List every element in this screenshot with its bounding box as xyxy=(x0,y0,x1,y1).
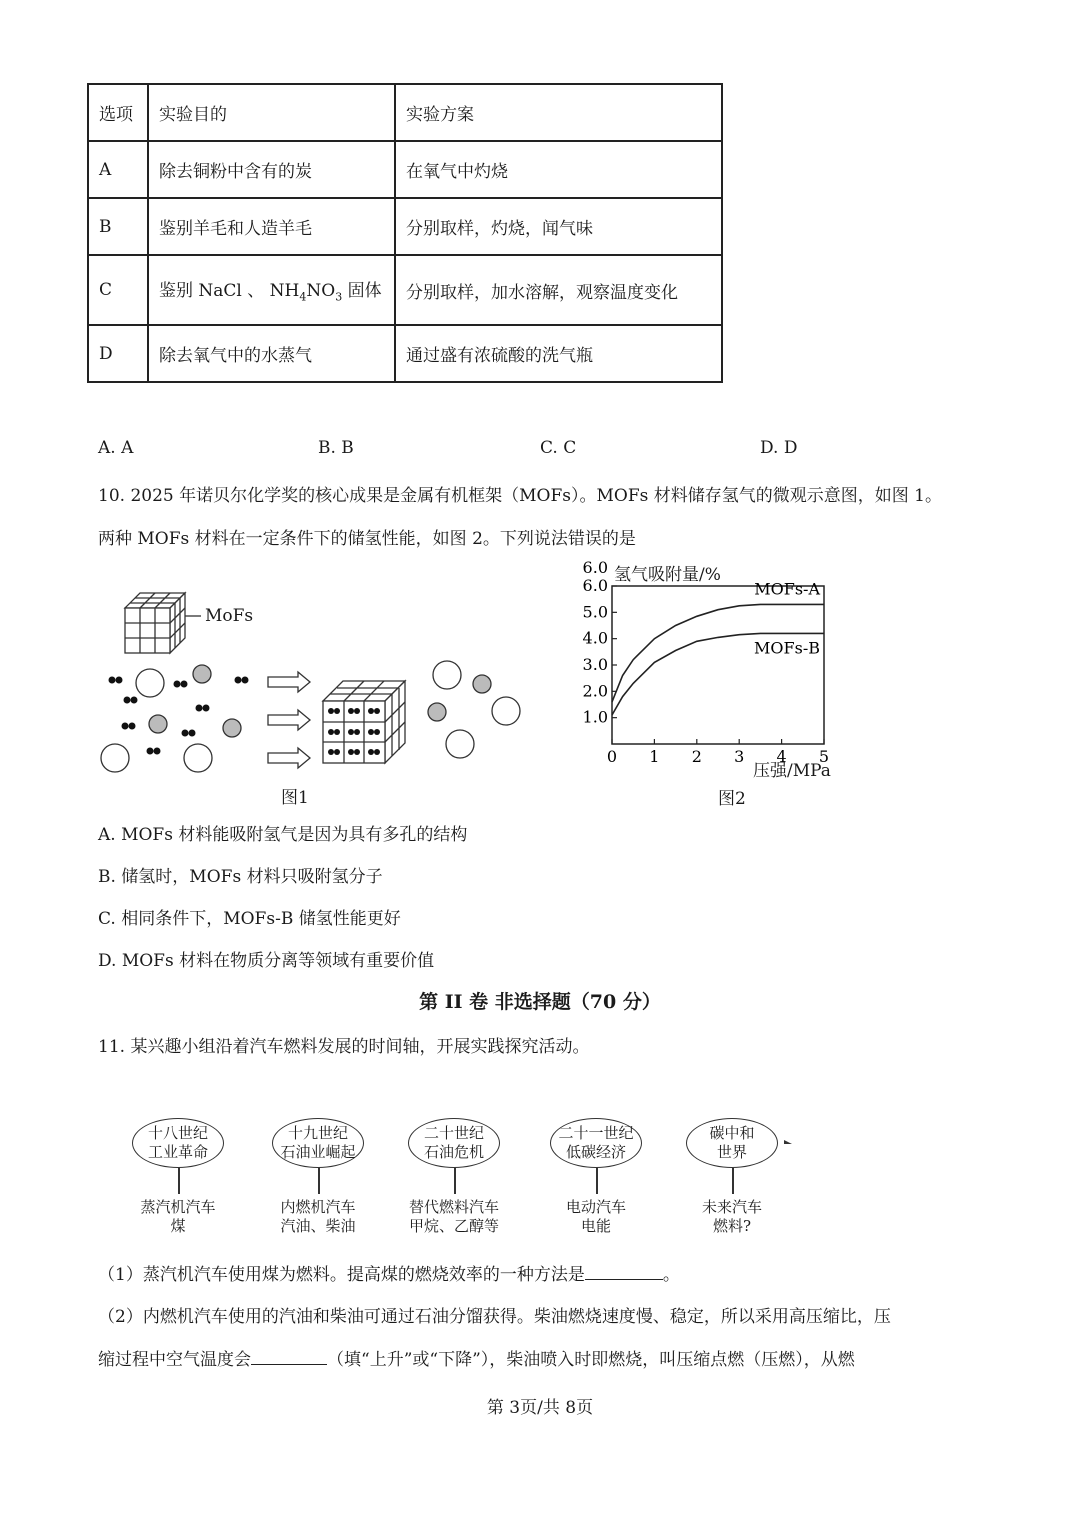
timeline-node xyxy=(408,1118,500,1168)
timeline-era-line1: 二十一世纪 xyxy=(558,1124,634,1142)
timeline-arrow-icon xyxy=(784,1140,794,1144)
fig1-caption: 图1 xyxy=(281,788,309,808)
q11-part2-line1: （2）内燃机汽车使用的汽油和柴油可通过石油分馏获得。柴油燃烧速度慢、稳定，所以采用高压缩比，压 xyxy=(98,1307,891,1327)
fig1-mofs-label: MoFs xyxy=(205,606,254,626)
open-circle-molecule xyxy=(492,697,520,725)
y-tick-label: 6.0 xyxy=(582,576,608,595)
timeline-era-line2: 工业革命 xyxy=(147,1143,208,1161)
row-goal: 鉴别羊毛和人造羊毛 xyxy=(148,198,395,255)
arrows xyxy=(268,672,310,768)
timeline-connector xyxy=(178,1168,180,1194)
goal-text: 鉴别 NaCl 、 NH xyxy=(159,281,300,302)
open-circle-molecule xyxy=(101,744,129,772)
row-option: D xyxy=(88,325,148,382)
y-tick-label: 4.0 xyxy=(582,628,608,648)
y-tick-label: 2.0 xyxy=(582,681,608,701)
q10-stem-line1: 10. 2025 年诺贝尔化学奖的核心成果是金属有机框架（MOFs）。MOFs 材料储存氢气的微观示意图，如图 1。 xyxy=(98,486,942,506)
y-tick-label: 5.0 xyxy=(582,602,608,622)
timeline-car: 内燃机汽车 xyxy=(280,1198,356,1216)
row-option: C xyxy=(88,255,148,325)
grey-molecule xyxy=(193,665,211,683)
subscript: 4 xyxy=(299,290,307,304)
fig2-caption: 图2 xyxy=(718,789,746,809)
table-header-method: 实验方案 xyxy=(395,84,722,141)
table-row xyxy=(88,325,722,382)
x-tick-label: 2 xyxy=(691,747,702,766)
y-tick-label: 6.0 xyxy=(582,560,608,577)
grey-molecule xyxy=(473,675,491,693)
x-tick-label: 5 xyxy=(818,747,830,766)
mofs-cube-icon xyxy=(125,593,185,653)
timeline-fuel: 汽油、柴油 xyxy=(280,1217,356,1235)
hydrogen-molecules xyxy=(109,677,249,755)
q11-part1 xyxy=(98,1260,680,1285)
timeline-connector xyxy=(318,1168,320,1194)
timeline-era-line1: 碳中和 xyxy=(709,1124,755,1142)
choice-a[interactable]: A. A xyxy=(98,438,134,458)
timeline-fuel: 电能 xyxy=(580,1217,611,1235)
timeline-era-line1: 十八世纪 xyxy=(147,1124,208,1142)
timeline-car: 未来汽车 xyxy=(701,1198,762,1216)
q11-part2-line2 xyxy=(98,1345,855,1370)
q10-option-a[interactable]: A. MOFs 材料能吸附氢气是因为具有多孔的结构 xyxy=(98,825,468,845)
choice-b[interactable]: B. B xyxy=(318,438,354,458)
table-row xyxy=(88,141,722,198)
timeline-connector xyxy=(454,1168,456,1194)
q11-part1-end: 。 xyxy=(662,1265,680,1285)
goal-text: 固体 xyxy=(342,281,382,302)
table-header-option: 选项 xyxy=(88,84,148,141)
goal-text: NO xyxy=(306,281,336,302)
timeline-fuel: 甲烷、乙醇等 xyxy=(408,1217,499,1235)
timeline-connector xyxy=(732,1168,734,1194)
timeline-caption xyxy=(394,1198,514,1236)
table-row xyxy=(88,255,722,325)
q10-option-d[interactable]: D. MOFs 材料在物质分离等领域有重要价值 xyxy=(98,951,435,971)
timeline-caption xyxy=(536,1198,656,1236)
timeline-caption xyxy=(258,1198,378,1236)
y-tick-label: 3.0 xyxy=(582,655,608,674)
series-label: MOFs-A xyxy=(754,579,820,599)
grey-molecule xyxy=(428,703,446,721)
row-goal: 除去铜粉中含有的炭 xyxy=(148,141,395,198)
subscript: 3 xyxy=(335,290,343,304)
open-circle-molecule xyxy=(184,744,212,772)
series-label: MOFs-B xyxy=(754,638,820,658)
x-tick-label: 3 xyxy=(734,747,745,766)
timeline-node xyxy=(550,1118,642,1168)
right-arrow-icon xyxy=(268,710,310,730)
q10-stem-line2: 两种 MOFs 材料在一定条件下的储氢性能，如图 2。下列说法错误的是 xyxy=(98,529,636,549)
q11-part1-text: （1）蒸汽机汽车使用煤为燃料。提高煤的燃烧效率的一种方法是 xyxy=(98,1265,585,1285)
open-circle-molecule xyxy=(136,669,164,697)
experiment-table xyxy=(87,83,723,383)
answer-blank-1[interactable] xyxy=(585,1265,663,1280)
y-tick-label: 1.0 xyxy=(582,707,608,727)
timeline-connector xyxy=(596,1168,598,1194)
answer-blank-2[interactable] xyxy=(251,1350,327,1365)
q11-part2-text-a: 缩过程中空气温度会 xyxy=(98,1350,251,1370)
chart-y-axis-label: 氢气吸附量/% xyxy=(614,565,721,585)
row-goal xyxy=(148,255,395,325)
row-method: 分别取样，加水溶解，观察温度变化 xyxy=(395,255,722,325)
table-header-row xyxy=(88,84,722,141)
timeline-era-line2: 石油业崛起 xyxy=(280,1143,356,1161)
timeline-era-line1: 二十世纪 xyxy=(423,1124,484,1142)
grey-molecule xyxy=(149,715,167,733)
timeline-node xyxy=(272,1118,364,1168)
grey-molecule xyxy=(223,719,241,737)
timeline-node xyxy=(686,1118,778,1168)
timeline-car: 蒸汽机汽车 xyxy=(140,1198,216,1216)
q11-part2-text-b: （填“上升”或“下降”），柴油喷入时即燃烧，叫压缩点燃（压燃），从燃 xyxy=(327,1350,855,1370)
timeline-fuel: 燃料? xyxy=(712,1217,752,1235)
q10-option-c[interactable]: C. 相同条件下，MOFs-B 储氢性能更好 xyxy=(98,909,401,929)
chart-x-axis-label: 压强/MPa xyxy=(753,761,831,781)
row-goal: 除去氧气中的水蒸气 xyxy=(148,325,395,382)
table-row xyxy=(88,198,722,255)
timeline-era-line2: 低碳经济 xyxy=(565,1143,626,1161)
row-option: A xyxy=(88,141,148,198)
timeline-car: 替代燃料汽车 xyxy=(408,1198,499,1216)
open-circle-molecule xyxy=(446,730,474,758)
timeline-era-line1: 十九世纪 xyxy=(287,1124,348,1142)
table-header-goal: 实验目的 xyxy=(148,84,395,141)
page-footer: 第 3页/共 8页 xyxy=(486,1398,594,1418)
q11-intro: 11. 某兴趣小组沿着汽车燃料发展的时间轴，开展实践探究活动。 xyxy=(98,1037,590,1057)
figure-1-diagram xyxy=(95,588,535,803)
row-method: 通过盛有浓硫酸的洗气瓶 xyxy=(395,325,722,382)
choice-d[interactable]: D. D xyxy=(760,438,798,458)
section-title: 第 II 卷 非选择题（70 分） xyxy=(419,991,661,1013)
timeline-car: 电动汽车 xyxy=(565,1198,626,1216)
row-method: 分别取样，灼烧，闻气味 xyxy=(395,198,722,255)
timeline-caption xyxy=(118,1198,238,1236)
x-tick-label: 1 xyxy=(649,747,660,766)
figure-2-chart xyxy=(570,560,860,780)
right-arrow-icon xyxy=(268,672,310,692)
x-tick-label: 0 xyxy=(606,747,618,766)
choice-c[interactable]: C. C xyxy=(540,438,577,458)
timeline-era-line2: 世界 xyxy=(716,1143,747,1161)
timeline-era-line2: 石油危机 xyxy=(423,1143,484,1161)
timeline-caption xyxy=(672,1198,792,1236)
q10-option-b[interactable]: B. 储氢时，MOFs 材料只吸附氢分子 xyxy=(98,867,383,887)
row-method: 在氧气中灼烧 xyxy=(395,141,722,198)
timeline-node xyxy=(132,1118,224,1168)
x-tick-label: 4 xyxy=(776,747,787,766)
open-circle-molecule xyxy=(433,661,461,689)
row-option: B xyxy=(88,198,148,255)
timeline-fuel: 煤 xyxy=(170,1217,186,1235)
right-arrow-icon xyxy=(268,748,310,768)
